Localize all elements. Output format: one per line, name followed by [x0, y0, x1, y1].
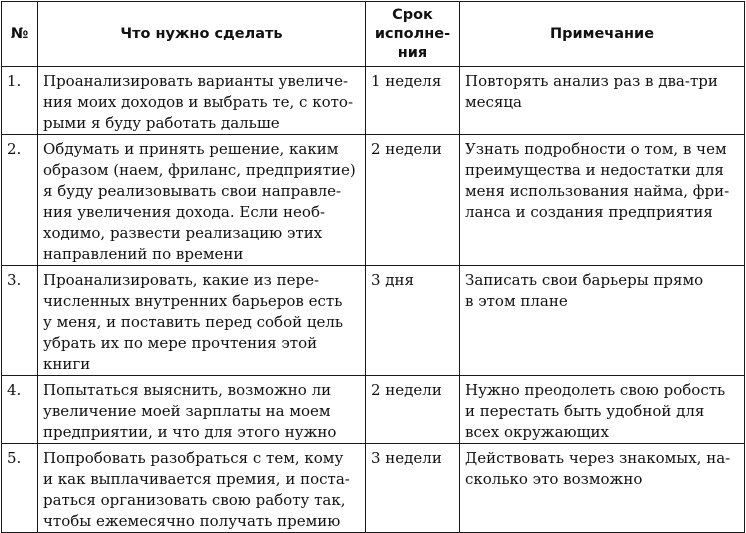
row-note: Узнать подробности о том, в чем преимущества и недостатки для меня использования найма, фри- ланса и создания предприятия — [460, 135, 745, 266]
header-task: Что нужно сделать — [38, 2, 366, 67]
row-number: 2. — [2, 135, 38, 266]
row-number: 1. — [2, 67, 38, 135]
row-note: Записать свои барьеры прямо в этом плане — [460, 266, 745, 376]
header-note: Примечание — [460, 2, 745, 67]
row-note: Действовать через знакомых, на- сколько это возможно — [460, 444, 745, 533]
table-row — [2, 67, 745, 135]
row-term: 2 недели — [366, 135, 460, 266]
row-task: Проанализировать, какие из пере- численных внутренних барьеров есть у меня, и поставить перед собой цель убрать их по мере прочтения этой книги — [38, 266, 366, 376]
row-term: 1 неделя — [366, 67, 460, 135]
row-task: Попытаться выяснить, возможно ли увеличение моей зарплаты на моем предприятии, и что для этого нужно — [38, 376, 366, 444]
table-header-row — [2, 2, 745, 67]
header-num: № — [2, 2, 38, 67]
table-row — [2, 266, 745, 376]
row-note: Повторять анализ раз в два-три месяца — [460, 67, 745, 135]
table-row — [2, 135, 745, 266]
row-task: Попробовать разобраться с тем, кому и как выплачивается премия, и поста- раться организовать свою работу так, чтобы ежемесячно получать премию — [38, 444, 366, 533]
header-term: Срок исполне- ния — [366, 2, 460, 67]
row-note: Нужно преодолеть свою робость и перестать быть удобной для всех окружающих — [460, 376, 745, 444]
table-row — [2, 376, 745, 444]
row-task: Проанализировать варианты увеличе- ния моих доходов и выбрать те, с кото- рыми я буду работать дальше — [38, 67, 366, 135]
row-number: 3. — [2, 266, 38, 376]
row-term: 3 дня — [366, 266, 460, 376]
row-task: Обдумать и принять решение, каким образом (наем, фриланс, предприятие) я буду реализовывать свои направле- ния увеличения дохода. Если необ- ходимо, развести реализацию этих направлений по времени — [38, 135, 366, 266]
row-number: 4. — [2, 376, 38, 444]
table-row — [2, 444, 745, 533]
action-plan-table — [1, 1, 745, 533]
row-term: 3 недели — [366, 444, 460, 533]
row-term: 2 недели — [366, 376, 460, 444]
row-number: 5. — [2, 444, 38, 533]
